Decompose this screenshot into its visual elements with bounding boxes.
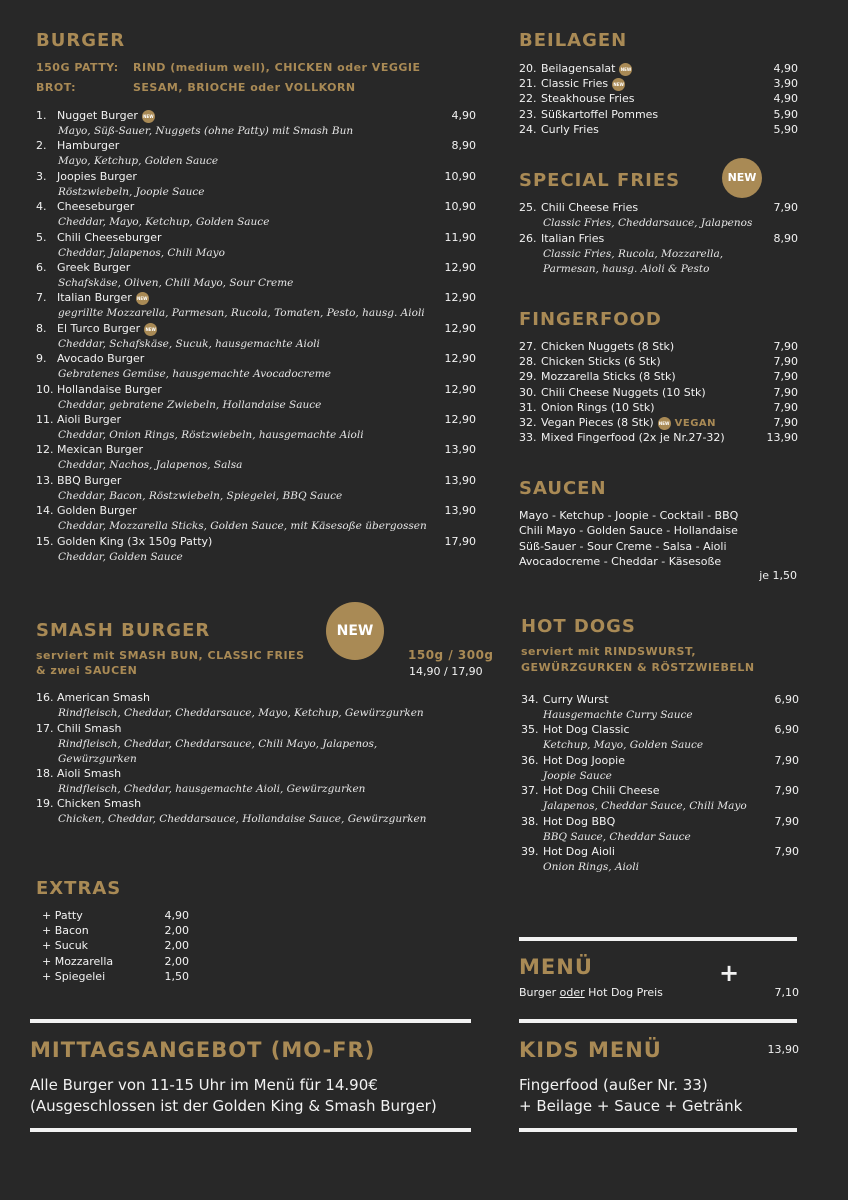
list-item bbox=[36, 291, 149, 305]
item-number: 23. bbox=[519, 108, 537, 121]
item-name: Aioli Smash bbox=[57, 767, 122, 780]
item-description: Rindfleisch, Cheddar, Cheddarsauce, Mayo, Ketchup, Gewürzgurken bbox=[58, 707, 424, 719]
item-number: 7. bbox=[36, 291, 47, 304]
item-price: 12,90 bbox=[444, 322, 476, 335]
item-name: Süßkartoffel Pommes bbox=[541, 108, 659, 121]
item-name: Hot Dog BBQ bbox=[543, 815, 616, 828]
extra-name: + Sucuk bbox=[42, 939, 89, 953]
item-description: Mayo, Ketchup, Golden Sauce bbox=[58, 155, 219, 167]
list-item bbox=[36, 261, 130, 275]
item-number: 9. bbox=[36, 352, 47, 365]
item-name: Chicken Smash bbox=[57, 797, 142, 810]
item-price: 4,90 bbox=[773, 92, 798, 105]
list-item bbox=[36, 443, 143, 457]
new-badge: NEW bbox=[136, 292, 149, 305]
brot-label: BROT: bbox=[36, 81, 77, 94]
list-item bbox=[36, 722, 121, 736]
item-price: 12,90 bbox=[444, 413, 476, 426]
extra-price: 4,90 bbox=[164, 909, 189, 922]
item-price: 7,90 bbox=[774, 845, 799, 858]
extra-price: 1,50 bbox=[164, 969, 189, 983]
item-description: Cheddar, Jalapenos, Chili Mayo bbox=[58, 247, 225, 259]
item-number: 32. bbox=[519, 416, 537, 429]
item-number: 14. bbox=[36, 504, 54, 517]
item-price: 10,90 bbox=[444, 200, 476, 213]
list-item bbox=[519, 201, 638, 215]
item-description: Rindfleisch, Cheddar, Cheddarsauce, Chili Mayo, Jalapenos, bbox=[58, 738, 378, 750]
item-name: Mozzarella Sticks (8 Stk) bbox=[541, 370, 676, 383]
item-number: 5. bbox=[36, 231, 47, 244]
list-item bbox=[521, 845, 615, 859]
sauce-line: Mayo - Ketchup - Joopie - Cocktail - BBQ bbox=[519, 509, 739, 522]
item-price: 5,90 bbox=[773, 108, 798, 121]
item-number: 22. bbox=[519, 92, 537, 105]
item-description: Joopie Sauce bbox=[543, 770, 612, 782]
item-name: Curly Fries bbox=[541, 123, 599, 136]
hotdogs-subtitle-2: GEWÜRZGURKEN & RÖSTZWIEBELN bbox=[521, 661, 755, 674]
item-number: 12. bbox=[36, 443, 54, 456]
item-number: 28. bbox=[519, 355, 537, 368]
item-description: Gebratenes Gemüse, hausgemachte Avocadocreme bbox=[58, 368, 331, 380]
item-name: Hot Dog Aioli bbox=[543, 845, 615, 858]
item-number: 30. bbox=[519, 386, 537, 399]
item-description: Cheddar, Golden Sauce bbox=[58, 551, 183, 563]
item-number: 8. bbox=[36, 322, 47, 335]
extra-price: 2,00 bbox=[164, 939, 189, 953]
smash-prices: 14,90 / 17,90 bbox=[409, 665, 483, 678]
item-price: 11,90 bbox=[444, 231, 476, 244]
item-description: Classic Fries, Rucola, Mozzarella, bbox=[543, 248, 724, 260]
item-number: 27. bbox=[519, 340, 537, 353]
item-price: 8,90 bbox=[773, 232, 798, 245]
list-item bbox=[36, 231, 162, 245]
item-number: 33. bbox=[519, 431, 537, 444]
list-item bbox=[519, 62, 632, 76]
item-description: Chicken, Cheddar, Cheddarsauce, Hollandaise Sauce, Gewürzgurken bbox=[58, 813, 427, 825]
item-number: 35. bbox=[521, 723, 539, 736]
item-name: Mexican Burger bbox=[57, 443, 144, 456]
lunch-line-2: (Ausgeschlossen ist der Golden King & Smash Burger) bbox=[30, 1097, 437, 1115]
item-number: 37. bbox=[521, 784, 539, 797]
list-item bbox=[36, 797, 141, 811]
lunch-title: MITTAGSANGEBOT (MO-FR) bbox=[30, 1038, 376, 1062]
item-number: 13. bbox=[36, 474, 54, 487]
item-price: 4,90 bbox=[773, 62, 798, 75]
item-description: Gewürzgurken bbox=[58, 753, 137, 765]
item-price: 10,90 bbox=[444, 170, 476, 183]
item-name: Golden King (3x 150g Patty) bbox=[57, 535, 213, 548]
item-price: 7,90 bbox=[773, 401, 798, 414]
divider bbox=[519, 1019, 797, 1023]
item-name: Chili Smash bbox=[57, 722, 122, 735]
item-name: Chili Cheese Fries bbox=[541, 201, 639, 214]
item-price: 7,90 bbox=[773, 370, 798, 383]
item-name: Steakhouse Fries bbox=[541, 92, 635, 105]
item-name: Italian Burger bbox=[57, 291, 132, 304]
list-item bbox=[519, 370, 676, 384]
list-item bbox=[36, 504, 137, 518]
extra-name: + Patty bbox=[42, 909, 83, 922]
list-item bbox=[36, 170, 137, 184]
item-description: Cheddar, Schafskäse, Sucuk, hausgemachte Aioli bbox=[58, 338, 320, 350]
list-item bbox=[519, 401, 655, 415]
item-description: Jalapenos, Cheddar Sauce, Chili Mayo bbox=[543, 800, 747, 812]
item-description: Parmesan, hausg. Aioli & Pesto bbox=[543, 263, 710, 275]
item-name: Joopies Burger bbox=[57, 170, 137, 183]
item-number: 15. bbox=[36, 535, 54, 548]
item-price: 3,90 bbox=[773, 77, 798, 90]
hotdogs-title: HOT DOGS bbox=[521, 616, 636, 637]
list-item bbox=[36, 767, 121, 781]
item-name: Nugget Burger bbox=[57, 109, 138, 122]
extra-name: + Bacon bbox=[42, 924, 89, 938]
list-item bbox=[521, 754, 625, 768]
list-item bbox=[36, 322, 157, 336]
list-item bbox=[519, 386, 706, 400]
item-number: 39. bbox=[521, 845, 539, 858]
item-description: Cheddar, gebratene Zwiebeln, Hollandaise Sauce bbox=[58, 399, 322, 411]
vegan-label: VEGAN bbox=[674, 418, 717, 429]
item-name: Golden Burger bbox=[57, 504, 137, 517]
item-price: 12,90 bbox=[444, 352, 476, 365]
item-name: Hot Dog Classic bbox=[543, 723, 630, 736]
hotdogs-subtitle-1: serviert mit RINDSWURST, bbox=[521, 645, 697, 658]
item-number: 17. bbox=[36, 722, 54, 735]
item-number: 2. bbox=[36, 139, 47, 152]
item-description: Ketchup, Mayo, Golden Sauce bbox=[543, 739, 704, 751]
kids-line-1: Fingerfood (außer Nr. 33) bbox=[519, 1076, 708, 1094]
item-description: Cheddar, Mayo, Ketchup, Golden Sauce bbox=[58, 216, 270, 228]
list-item bbox=[521, 723, 630, 737]
brot-value: SESAM, BRIOCHE oder VOLLKORN bbox=[133, 81, 356, 94]
item-price: 6,90 bbox=[774, 693, 799, 706]
item-description: Cheddar, Nachos, Jalapenos, Salsa bbox=[58, 459, 243, 471]
item-price: 13,90 bbox=[444, 504, 476, 517]
list-item bbox=[36, 139, 119, 153]
extras-title: EXTRAS bbox=[36, 878, 122, 899]
item-number: 25. bbox=[519, 201, 537, 214]
saucen-title: SAUCEN bbox=[519, 478, 607, 499]
item-name: Hot Dog Joopie bbox=[543, 754, 626, 767]
item-price: 17,90 bbox=[444, 535, 476, 548]
item-name: Avocado Burger bbox=[57, 352, 145, 365]
item-description: Hausgemachte Curry Sauce bbox=[543, 709, 693, 721]
item-price: 7,90 bbox=[773, 386, 798, 399]
list-item bbox=[519, 108, 658, 122]
burger-title: BURGER bbox=[36, 30, 126, 51]
list-item bbox=[36, 474, 121, 488]
extra-name: + Spiegelei bbox=[42, 969, 106, 983]
item-number: 34. bbox=[521, 693, 539, 706]
list-item bbox=[36, 109, 155, 123]
sauce-line: Avocadocreme - Cheddar - Käsesoße bbox=[519, 555, 722, 568]
item-description: Rindfleisch, Cheddar, hausgemachte Aioli, Gewürzgurken bbox=[58, 783, 366, 795]
item-number: 29. bbox=[519, 370, 537, 383]
item-description: Classic Fries, Cheddarsauce, Jalapenos bbox=[543, 217, 753, 229]
new-badge: NEW bbox=[722, 158, 762, 198]
item-name: Vegan Pieces (8 Stk) bbox=[541, 416, 654, 429]
list-item bbox=[519, 92, 634, 106]
divider bbox=[30, 1019, 471, 1023]
item-price: 12,90 bbox=[444, 291, 476, 304]
item-name: Curry Wurst bbox=[543, 693, 609, 706]
patty-value: RIND (medium well), CHICKEN oder VEGGIE bbox=[133, 61, 421, 74]
list-item bbox=[519, 232, 604, 246]
item-number: 24. bbox=[519, 123, 537, 136]
kids-title: KIDS MENÜ bbox=[519, 1038, 662, 1062]
kids-price: 13,90 bbox=[767, 1043, 799, 1056]
list-item bbox=[36, 200, 134, 214]
patty-label: 150G PATTY: bbox=[36, 61, 119, 74]
list-item bbox=[36, 535, 212, 549]
item-price: 4,90 bbox=[451, 109, 476, 122]
new-badge: NEW bbox=[144, 323, 157, 336]
list-item bbox=[519, 123, 599, 137]
item-name: Chicken Sticks (6 Stk) bbox=[541, 355, 661, 368]
item-number: 19. bbox=[36, 797, 54, 810]
item-name: Hollandaise Burger bbox=[57, 383, 162, 396]
item-name: Beilagensalat bbox=[541, 62, 616, 75]
item-number: 21. bbox=[519, 77, 537, 90]
kids-line-2: + Beilage + Sauce + Getränk bbox=[519, 1097, 743, 1115]
menu-text: Burger oder Hot Dog Preis bbox=[519, 986, 663, 999]
item-name: Cheeseburger bbox=[57, 200, 135, 213]
item-number: 3. bbox=[36, 170, 47, 183]
item-number: 4. bbox=[36, 200, 47, 213]
item-name: Italian Fries bbox=[541, 232, 605, 245]
smash-subtitle-2: & zwei SAUCEN bbox=[36, 664, 138, 677]
item-price: 7,90 bbox=[773, 340, 798, 353]
item-price: 7,90 bbox=[773, 355, 798, 368]
list-item bbox=[36, 383, 162, 397]
item-number: 16. bbox=[36, 691, 54, 704]
plus-icon: + bbox=[719, 959, 740, 987]
item-price: 7,90 bbox=[774, 754, 799, 767]
list-item bbox=[519, 77, 625, 91]
item-number: 38. bbox=[521, 815, 539, 828]
item-description: gegrillte Mozzarella, Parmesan, Rucola, Tomaten, Pesto, hausg. Aioli bbox=[58, 307, 425, 319]
list-item bbox=[521, 693, 609, 707]
item-name: Greek Burger bbox=[57, 261, 131, 274]
item-name: Chicken Nuggets (8 Stk) bbox=[541, 340, 675, 353]
new-badge: NEW bbox=[619, 63, 632, 76]
item-number: 10. bbox=[36, 383, 54, 396]
extra-name: + Mozzarella bbox=[42, 954, 114, 968]
item-price: 13,90 bbox=[444, 474, 476, 487]
extra-price: 2,00 bbox=[164, 924, 189, 938]
item-price: 7,90 bbox=[773, 201, 798, 214]
item-price: 7,90 bbox=[773, 416, 798, 429]
item-price: 7,90 bbox=[774, 815, 799, 828]
item-name: El Turco Burger bbox=[57, 322, 141, 335]
item-price: 5,90 bbox=[773, 123, 798, 136]
divider bbox=[519, 1128, 797, 1132]
item-number: 26. bbox=[519, 232, 537, 245]
item-number: 20. bbox=[519, 62, 537, 75]
smash-sizes: 150g / 300g bbox=[408, 648, 494, 662]
item-name: Onion Rings (10 Stk) bbox=[541, 401, 655, 414]
item-number: 6. bbox=[36, 261, 47, 274]
item-price: 8,90 bbox=[451, 139, 476, 152]
divider bbox=[30, 1128, 471, 1132]
list-item bbox=[519, 416, 716, 430]
list-item bbox=[36, 352, 144, 366]
item-description: BBQ Sauce, Cheddar Sauce bbox=[543, 831, 691, 843]
beilagen-title: BEILAGEN bbox=[519, 30, 628, 51]
extra-price: 2,00 bbox=[164, 954, 189, 968]
new-badge: NEW bbox=[658, 417, 671, 430]
new-badge: NEW bbox=[612, 78, 625, 91]
menu-price: 7,10 bbox=[774, 986, 799, 999]
sauce-line: Chili Mayo - Golden Sauce - Hollandaise bbox=[519, 524, 738, 537]
item-name: BBQ Burger bbox=[57, 474, 122, 487]
smash-title: SMASH BURGER bbox=[36, 620, 211, 641]
item-description: Mayo, Süß-Sauer, Nuggets (ohne Patty) mit Smash Bun bbox=[58, 125, 354, 137]
list-item bbox=[36, 691, 150, 705]
list-item bbox=[521, 784, 660, 798]
list-item bbox=[519, 355, 661, 369]
item-description: Schafskäse, Oliven, Chili Mayo, Sour Creme bbox=[58, 277, 294, 289]
list-item bbox=[521, 815, 615, 829]
item-number: 11. bbox=[36, 413, 54, 426]
item-price: 12,90 bbox=[444, 383, 476, 396]
sauce-price: je 1,50 bbox=[759, 569, 797, 582]
item-number: 1. bbox=[36, 109, 47, 122]
menu-title: MENÜ bbox=[519, 955, 593, 979]
item-description: Röstzwiebeln, Joopie Sauce bbox=[58, 186, 205, 198]
smash-subtitle-1: serviert mit SMASH BUN, CLASSIC FRIES bbox=[36, 649, 305, 662]
item-number: 36. bbox=[521, 754, 539, 767]
item-name: Aioli Burger bbox=[57, 413, 122, 426]
list-item bbox=[519, 431, 725, 445]
divider bbox=[519, 937, 797, 941]
item-price: 12,90 bbox=[444, 261, 476, 274]
item-name: Mixed Fingerfood (2x je Nr.27-32) bbox=[541, 431, 725, 444]
sauce-line: Süß-Sauer - Sour Creme - Salsa - Aioli bbox=[519, 540, 727, 553]
item-description: Cheddar, Mozzarella Sticks, Golden Sauce, mit Käsesoße übergossen bbox=[58, 520, 427, 532]
item-name: Hot Dog Chili Cheese bbox=[543, 784, 660, 797]
item-price: 13,90 bbox=[444, 443, 476, 456]
lunch-line-1: Alle Burger von 11-15 Uhr im Menü für 14.90€ bbox=[30, 1076, 378, 1094]
new-badge: NEW bbox=[142, 110, 155, 123]
item-name: Chili Cheeseburger bbox=[57, 231, 162, 244]
list-item bbox=[519, 340, 674, 354]
special-fries-title: SPECIAL FRIES bbox=[519, 170, 681, 191]
item-name: American Smash bbox=[57, 691, 150, 704]
item-description: Cheddar, Onion Rings, Röstzwiebeln, hausgemachte Aioli bbox=[58, 429, 364, 441]
item-name: Hamburger bbox=[57, 139, 120, 152]
item-description: Cheddar, Bacon, Röstzwiebeln, Spiegelei, BBQ Sauce bbox=[58, 490, 343, 502]
item-description: Onion Rings, Aioli bbox=[543, 861, 639, 873]
item-number: 18. bbox=[36, 767, 54, 780]
new-badge: NEW bbox=[326, 602, 384, 660]
item-price: 13,90 bbox=[766, 431, 798, 444]
list-item bbox=[36, 413, 121, 427]
item-name: Classic Fries bbox=[541, 77, 609, 90]
item-price: 7,90 bbox=[774, 784, 799, 797]
item-name: Chili Cheese Nuggets (10 Stk) bbox=[541, 386, 706, 399]
item-number: 31. bbox=[519, 401, 537, 414]
fingerfood-title: FINGERFOOD bbox=[519, 309, 662, 330]
item-price: 6,90 bbox=[774, 723, 799, 736]
